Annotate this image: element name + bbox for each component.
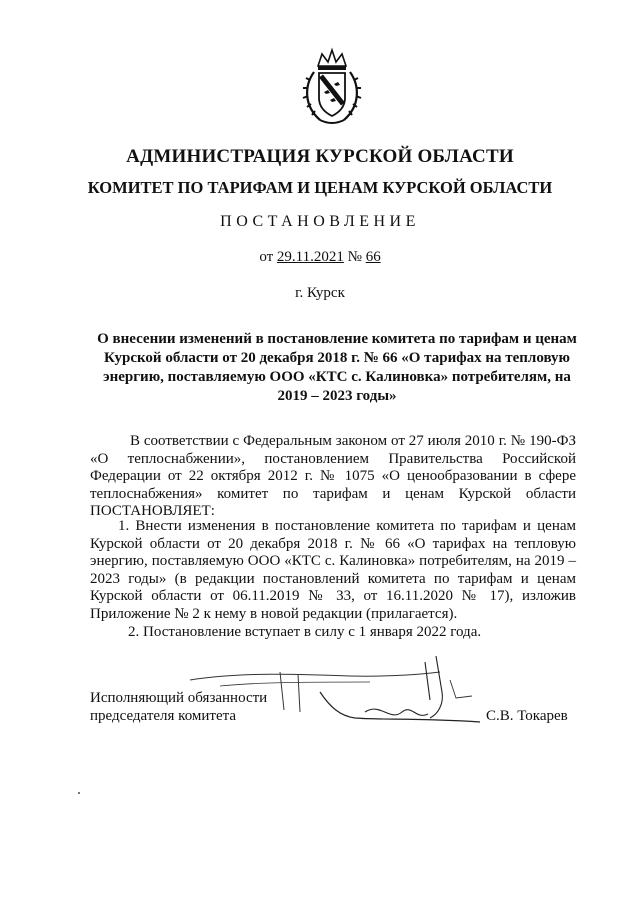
scan-speck [78,792,80,794]
item-1-paragraph: 1. Внести изменения в постановление комитета по тарифам и ценам Курской области от 20 декабря 2018 г. № 66 «О тарифах на тепловую энергию, поставляемую ООО «КТС с. Калиновка» потребителям, на 2019 – 2023 годы» (в редакции постановлений комитета по тарифам и ценам Курской области от 06.11.2019 № 33, от 16.11.2020 № 17), изложив Приложение № 2 к нему в новой редакции (прилагается). [90,518,576,622]
document-type: ПОСТАНОВЛЕНИЕ [220,213,420,230]
position-line-1: Исполняющий обязанности [90,690,268,706]
committee-name: КОМИТЕТ ПО ТАРИФАМ И ЦЕНАМ КУРСКОЙ ОБЛАСТИ [87,178,553,197]
date-number-line [0,249,640,266]
number-prefix: № [347,249,362,265]
document-date: 29.11.2021 [276,249,344,265]
coat-of-arms-emblem [300,46,364,128]
document-number: 66 [365,249,381,265]
document-subject: О внесении изменений в постановление комитета по тарифам и ценам Курской области от 20 декабря 2018 г. № 66 «О тарифах на тепловую энергию, поставляемую ООО «КТС с. Калиновка» потребителям, на 2019 – 2023 годы» [97,331,577,404]
date-prefix: от [259,249,274,265]
position-line-2: председателя комитета [90,708,237,724]
city: г. Курск [295,285,345,301]
organization-name: АДМИНИСТРАЦИЯ КУРСКОЙ ОБЛАСТИ [126,146,514,167]
item-2-paragraph: 2. Постановление вступает в силу с 1 января 2022 года. [128,624,482,640]
signatory-position [90,689,267,725]
signatory-name: С.В. Токарев [486,708,568,724]
preamble-paragraph: В соответствии с Федеральным законом от 27 июля 2010 г. № 190-ФЗ «О теплоснабжении», постановлением Правительства Российской Федерации от 22 октября 2012 г. № 1075 «О ценообразовании в сфере теплоснабжения» комитет по тарифам и ценам Курской области ПОСТАНОВЛЯЕТ: [90,433,576,520]
